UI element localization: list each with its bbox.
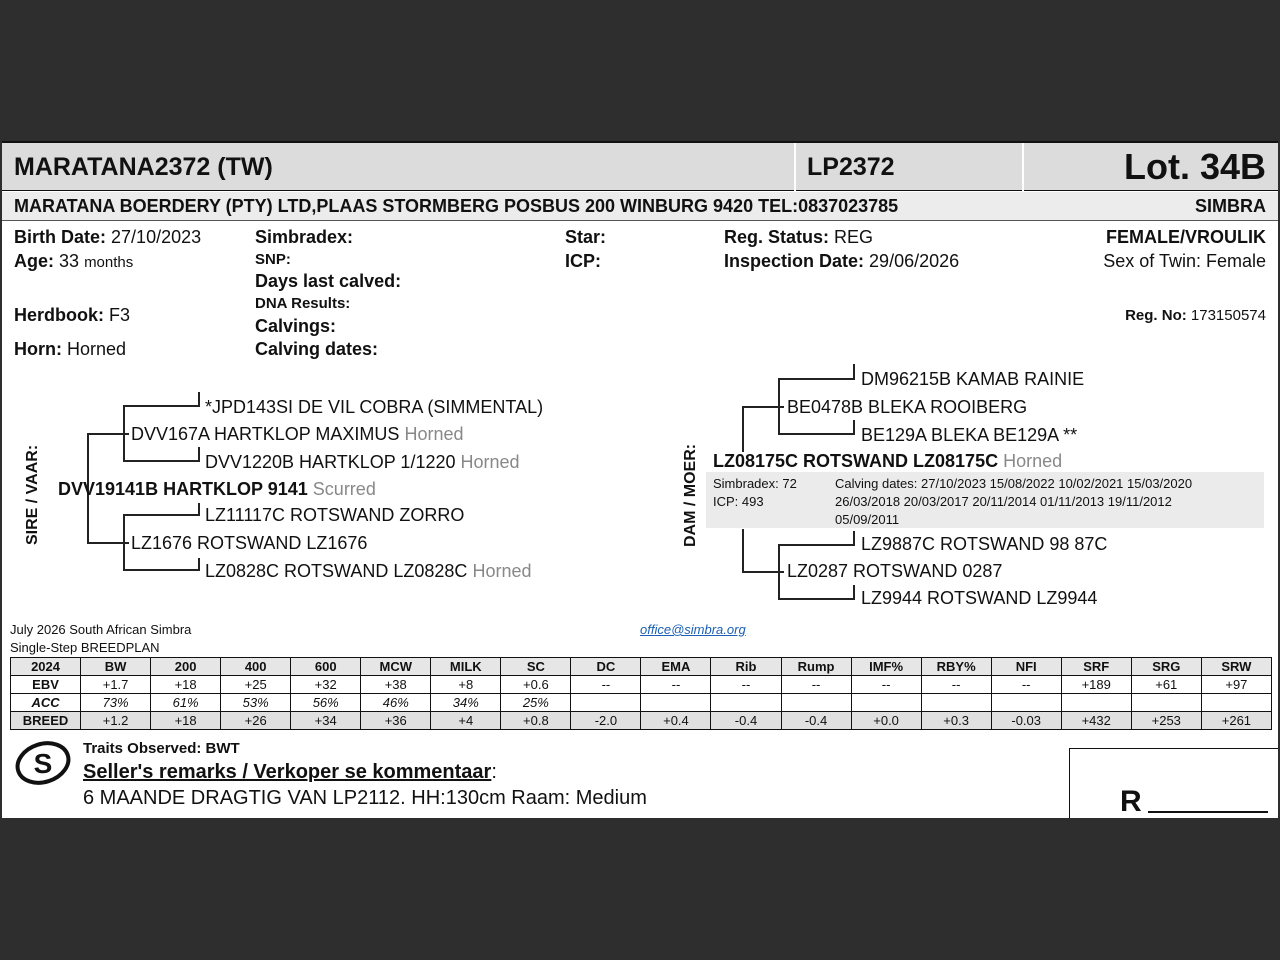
ebv-cell: +18 [151, 676, 221, 694]
ebv-cell: +1.2 [81, 712, 151, 730]
dam-calving-dates-1: Calving dates: 27/10/2023 15/08/2022 10/02/2021 15/03/2020 [835, 476, 1193, 491]
ebv-col-header: SRW [1201, 658, 1271, 676]
ebv-cell: -0.4 [711, 712, 781, 730]
sex-of-twin: Sex of Twin: Female [1103, 251, 1266, 271]
ebv-cell [851, 694, 921, 712]
ebv-row [11, 694, 1272, 712]
ebv-cell: -- [641, 676, 711, 694]
ebv-cell: 46% [361, 694, 431, 712]
herdbook: Herdbook: F3 [14, 305, 131, 325]
calving-dates-label: Calving dates: [255, 339, 379, 359]
ebv-cell: +18 [151, 712, 221, 730]
ebv-cell: +0.3 [921, 712, 991, 730]
ebv-cell: +0.6 [501, 676, 571, 694]
ebv-col-header: 200 [151, 658, 221, 676]
ebv-col-header: MILK [431, 658, 501, 676]
seller-remarks: 6 MAANDE DRAGTIG VAN LP2112. HH:130cm Raam: Medium [83, 787, 647, 809]
ebv-cell: -- [781, 676, 851, 694]
owner-line: MARATANA BOERDERY (PTY) LTD,PLAAS STORMBERG POSBUS 200 WINBURG 9420 TEL:0837023785 [14, 196, 899, 216]
dna-results-label: DNA Results: [255, 295, 351, 312]
sire-side-label: SIRE / VAAR: [24, 444, 41, 545]
ebv-cell [571, 694, 641, 712]
ebv-col-header: MCW [361, 658, 431, 676]
ebv-cell: 73% [81, 694, 151, 712]
ebv-table [10, 657, 1272, 730]
ebv-cell: 25% [501, 694, 571, 712]
calvings-label: Calvings: [255, 316, 337, 336]
ebv-col-header: IMF% [851, 658, 921, 676]
ebv-cell: +0.0 [851, 712, 921, 730]
ebv-cell [921, 694, 991, 712]
ebv-cell: 34% [431, 694, 501, 712]
ebv-cell: +38 [361, 676, 431, 694]
ebv-cell: +61 [1131, 676, 1201, 694]
ebv-cell: +189 [1061, 676, 1131, 694]
owner-bar [2, 192, 1278, 221]
age: Age: 33 months [14, 251, 134, 271]
dam-sire: BE0478B BLEKA ROOIBERG [787, 397, 1028, 417]
ebv-col-header: BW [81, 658, 151, 676]
breed-label: SIMBRA [1195, 196, 1266, 216]
ebv-cell: +4 [431, 712, 501, 730]
dam-dam-sire: LZ9887C ROTSWAND 98 87C [861, 534, 1108, 554]
ebv-col-header: SC [501, 658, 571, 676]
ebv-cell: +36 [361, 712, 431, 730]
dam-sire-sire: DM96215B KAMAB RAINIE [861, 369, 1085, 389]
ebv-col-header: Rib [711, 658, 781, 676]
ebv-cell [1061, 694, 1131, 712]
ebv-cell: +25 [221, 676, 291, 694]
dam-simbradex: Simbradex: 72 [713, 476, 797, 491]
dam-dam: LZ0287 ROTSWAND 0287 [787, 561, 1003, 581]
price-line[interactable] [1148, 811, 1268, 813]
ebv-cell: +26 [221, 712, 291, 730]
dam-icp: ICP: 493 [713, 494, 764, 509]
ebv-col-header: 600 [291, 658, 361, 676]
ebv-cell [781, 694, 851, 712]
ebv-cell: -- [851, 676, 921, 694]
sire-sire-dam: DVV1220B HARTKLOP 1/1220 Horned [205, 452, 520, 472]
ebv-cell: +253 [1131, 712, 1201, 730]
sire: DVV19141B HARTKLOP 9141 Scurred [58, 479, 376, 499]
ebv-cell: +261 [1201, 712, 1271, 730]
ebv-cell: +0.8 [501, 712, 571, 730]
ebv-cell: +32 [291, 676, 361, 694]
dam-calving-dates-2: 26/03/2018 20/03/2017 20/11/2014 01/11/2013 19/11/2012 [835, 494, 1172, 509]
ebv-col-header: DC [571, 658, 641, 676]
ebv-col-header: NFI [991, 658, 1061, 676]
ebv-cell: -- [991, 676, 1061, 694]
price-currency: R [1120, 785, 1142, 818]
ebv-cell: -- [571, 676, 641, 694]
sire-dam-dam: LZ0828C ROTSWAND LZ0828C Horned [205, 561, 532, 581]
lot-number: Lot. 34B [1123, 146, 1266, 187]
contact-email-link[interactable]: office@simbra.org [640, 622, 746, 637]
dam-dam-dam: LZ9944 ROTSWAND LZ9944 [861, 588, 1098, 608]
inspection-date: Inspection Date: 29/06/2026 [724, 251, 960, 271]
reg-number: Reg. No: 173150574 [1125, 307, 1266, 324]
ebv-cell: -0.03 [991, 712, 1061, 730]
dam-side-label: DAM / MOER: [682, 443, 699, 547]
birth-date: Birth Date: 27/10/2023 [14, 227, 202, 247]
ebv-cell: +0.4 [641, 712, 711, 730]
days-last-calved-label: Days last calved: [255, 271, 402, 291]
ebv-col-header: Rump [781, 658, 851, 676]
ebv-col-header: SRG [1131, 658, 1201, 676]
ebv-cell [1201, 694, 1271, 712]
star-label: Star: [565, 227, 607, 247]
dam-calving-dates-3: 05/09/2011 [835, 512, 900, 527]
svg-text:S: S [33, 748, 53, 779]
dam-sire-dam: BE129A BLEKA BE129A ** [861, 425, 1078, 445]
ebv-col-header: 400 [221, 658, 291, 676]
ebv-header-row [11, 658, 1272, 676]
ebv-cell: -2.0 [571, 712, 641, 730]
icp-label: ICP: [565, 251, 601, 271]
lot-card [2, 141, 1278, 818]
ebv-source-1: July 2026 South African Simbra [10, 622, 192, 637]
ebv-row-label: BREED [11, 712, 81, 730]
ebv-cell [991, 694, 1061, 712]
ebv-cell: -- [921, 676, 991, 694]
ebv-cell: 53% [221, 694, 291, 712]
sire-sire: DVV167A HARTKLOP MAXIMUS Horned [131, 424, 464, 444]
ebv-col-header: RBY% [921, 658, 991, 676]
ebv-cell: +1.7 [81, 676, 151, 694]
remarks-heading: Seller's remarks / Verkoper se kommentaar: [83, 761, 497, 783]
sire-dam: LZ1676 ROTSWAND LZ1676 [131, 533, 368, 553]
sire-dam-sire: LZ11117C ROTSWAND ZORRO [205, 505, 465, 525]
ebv-cell: 61% [151, 694, 221, 712]
ebv-cell [1131, 694, 1201, 712]
ebv-row [11, 676, 1272, 694]
card-header [2, 141, 1278, 191]
price-box [1069, 748, 1278, 818]
ebv-cell: 56% [291, 694, 361, 712]
simbra-logo-icon [12, 739, 74, 787]
traits-observed: Traits Observed: BWT [83, 740, 240, 757]
reg-status: Reg. Status: REG [724, 227, 874, 247]
ebv-row-label: ACC [11, 694, 81, 712]
horn-status: Horn: Horned [14, 339, 127, 359]
ebv-cell: +8 [431, 676, 501, 694]
sex-label: FEMALE/VROULIK [1106, 227, 1266, 247]
ebv-cell: -0.4 [781, 712, 851, 730]
animal-name: MARATANA2372 (TW) [14, 153, 273, 181]
ebv-source-2: Single-Step BREEDPLAN [10, 640, 160, 655]
simbradex-label: Simbradex: [255, 227, 354, 247]
sire-sire-sire: *JPD143SI DE VIL COBRA (SIMMENTAL) [205, 397, 544, 417]
ebv-cell: +34 [291, 712, 361, 730]
ebv-cell: +432 [1061, 712, 1131, 730]
ebv-col-header: 2024 [11, 658, 81, 676]
ebv-row [11, 712, 1272, 730]
ebv-col-header: SRF [1061, 658, 1131, 676]
ebv-cell [711, 694, 781, 712]
dam-info-box [706, 472, 1264, 528]
snp-label: SNP: [255, 251, 291, 268]
ebv-col-header: EMA [641, 658, 711, 676]
dam: LZ08175C ROTSWAND LZ08175C Horned [713, 451, 1063, 471]
ebv-cell [641, 694, 711, 712]
ebv-cell: +97 [1201, 676, 1271, 694]
ebv-row-label: EBV [11, 676, 81, 694]
animal-id-code: LP2372 [807, 153, 895, 181]
ebv-cell: -- [711, 676, 781, 694]
